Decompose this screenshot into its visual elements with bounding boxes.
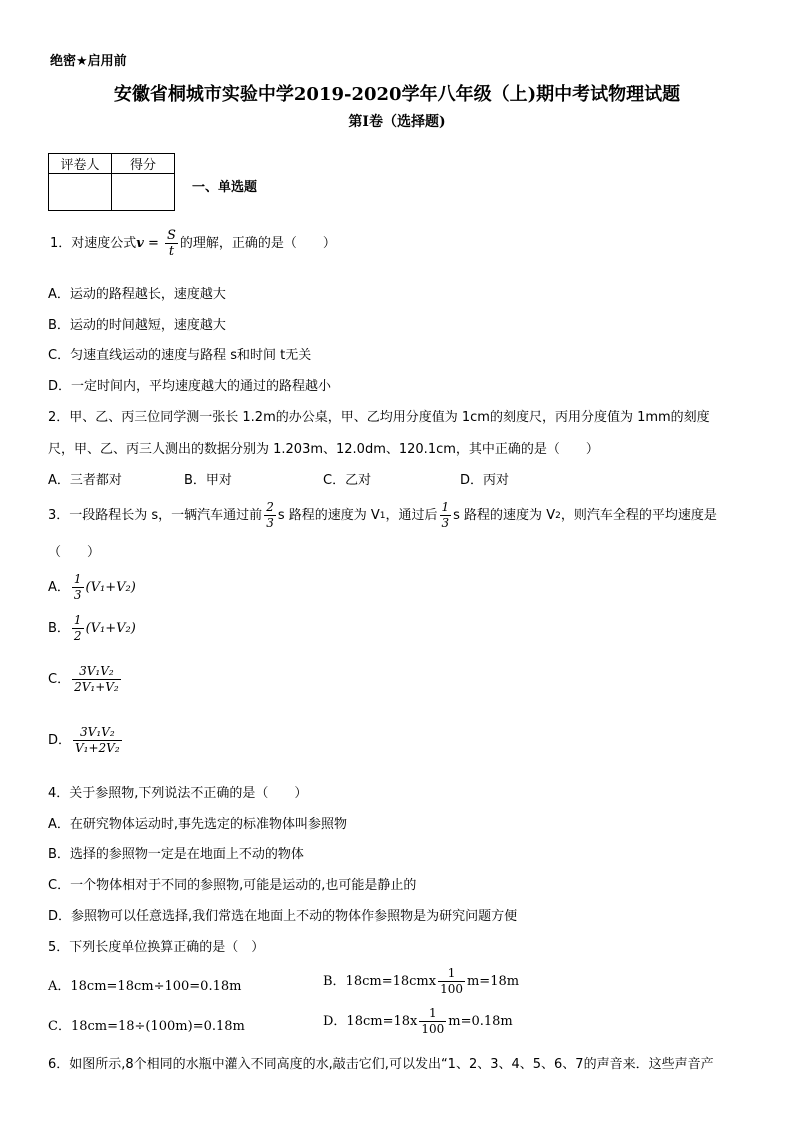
q1-fraction — [165, 228, 178, 259]
question-3-stem — [48, 500, 717, 531]
q5-d-num: 1 — [419, 1006, 446, 1022]
q3-c-fraction — [72, 664, 121, 695]
q5-option-c: C．18cm=18÷(100m)=0.18m — [48, 1019, 245, 1034]
q3-f1-num: 2 — [266, 500, 274, 514]
q3-a-fraction — [72, 572, 84, 603]
q5-option-a: A．18cm=18cm÷100=0.18m — [48, 979, 242, 994]
q3-c-den: 2V₁+V₂ — [74, 680, 119, 694]
q3-a-expr: (V₁+V₂) — [85, 579, 136, 595]
score-cell — [112, 174, 175, 211]
q3-b-expr: (V₁+V₂) — [85, 620, 136, 636]
q3-a-label: A． — [48, 579, 70, 595]
q5-option-d — [323, 1006, 513, 1037]
q3-d-den: V₁+2V₂ — [75, 741, 120, 755]
q5-b-num: 1 — [438, 966, 465, 982]
q4-option-c: C．一个物体相对于不同的参照物,可能是运动的,也可能是静止的 — [48, 878, 417, 893]
score-table — [48, 153, 175, 211]
confidential-mark: 绝密★启用前 — [50, 54, 127, 69]
question-2-line2: 尺，甲、乙、丙三人测出的数据分别为 1.203m、12.0dm、120.1cm，其中正确的是（ ） — [48, 442, 599, 457]
q3-b-fraction — [72, 613, 84, 644]
q3-f2-num: 1 — [441, 500, 450, 514]
q5-b-fraction — [438, 966, 465, 997]
q3-c-num: 3V₁V₂ — [72, 664, 121, 680]
q4-option-a: A．在研究物体运动时,事先选定的标准物体叫参照物 — [48, 817, 348, 832]
q3-c-label: C． — [48, 671, 71, 687]
q3-sub1: 1 — [379, 510, 386, 521]
q3-fraction-1 — [264, 500, 276, 531]
q2-option-a: A．三者都对 — [48, 473, 122, 488]
q3-d-fraction — [73, 725, 122, 756]
grader-header: 评卷人 — [49, 154, 112, 174]
q1-option-a: A．运动的路程越长，速度越大 — [48, 287, 226, 302]
q3-f2-den: 3 — [441, 516, 450, 530]
q3-d-num: 3V₁V₂ — [73, 725, 122, 741]
volume-title: 第I卷（选择题) — [348, 114, 446, 130]
q3-p3: ，通过后 — [385, 507, 438, 523]
question-4-stem: 4．关于参照物,下列说法不正确的是（ ） — [48, 786, 308, 801]
q2-option-c: C．乙对 — [323, 473, 372, 488]
q3-option-b — [48, 613, 136, 644]
q1-den: t — [168, 244, 175, 259]
question-6-line1: 6．如图所示,8个相同的水瓶中灌入不同高度的水,敲击它们,可以发出“1、2、3、4、5、6、7的声音来．这些声音产 — [48, 1057, 714, 1072]
q1-option-c: C．匀速直线运动的速度与路程 s和时间 t无关 — [48, 348, 312, 363]
grader-cell — [49, 174, 112, 211]
q5-b-post: m=18m — [466, 973, 520, 989]
q1-option-b: B．运动的时间越短，速度越大 — [48, 318, 226, 333]
q3-f1-den: 3 — [266, 516, 274, 530]
q5-b-pre: B．18cm=18cmx — [323, 973, 437, 989]
q3-b-num: 1 — [73, 613, 82, 627]
score-header: 得分 — [112, 154, 175, 174]
page-title: 安徽省桐城市实验中学2019-2020学年八年级（上)期中考试物理试题 — [113, 84, 681, 105]
q3-fraction-2 — [440, 500, 452, 531]
q1-v: v — [136, 235, 144, 251]
q3-p1: 3．一段路程长为 s，一辆汽车通过前 — [48, 507, 263, 523]
q3-p2: s 路程的速度为 V — [277, 507, 380, 523]
q3-d-label: D． — [48, 732, 72, 748]
q4-option-d: D．参照物可以任意选择,我们常选在地面上不动的物体作参照物是为研究问题方便 — [48, 909, 518, 924]
q3-p4: s 路程的速度为 V — [453, 507, 556, 523]
q2-option-d: D．丙对 — [460, 473, 510, 488]
q1-eq: = — [143, 235, 164, 251]
q3-sub2: 2 — [555, 510, 561, 521]
q4-option-b: B．选择的参照物一定是在地面上不动的物体 — [48, 847, 304, 862]
question-5-stem: 5．下列长度单位换算正确的是（ ） — [48, 940, 265, 955]
question-2-line1: 2．甲、乙、丙三位同学测一张长 1.2m的办公桌，甲、乙均用分度值为 1cm的刻度尺，丙用分度值为 1mm的刻度 — [48, 410, 710, 425]
q3-option-a — [48, 572, 136, 603]
q5-d-post: m=0.18m — [448, 1013, 513, 1029]
q5-d-den: 100 — [421, 1022, 445, 1036]
q3-b-den: 2 — [73, 629, 82, 643]
q5-d-fraction — [419, 1006, 446, 1037]
q3-p5: ，则汽车全程的平均速度是 — [560, 507, 717, 523]
q1-suffix: 的理解，正确的是（ ） — [179, 235, 336, 251]
q3-option-d — [48, 725, 124, 756]
question-3-line2: （ ） — [48, 545, 101, 560]
q2-option-b: B．甲对 — [184, 473, 232, 488]
section-heading: 一、单选题 — [192, 180, 258, 195]
q3-b-label: B． — [48, 620, 70, 636]
q5-d-pre: D．18cm=18x — [323, 1013, 418, 1029]
q1-option-d: D．一定时间内，平均速度越大的通过的路程越小 — [48, 379, 332, 394]
q3-a-num: 1 — [73, 572, 82, 586]
question-1-stem — [50, 228, 336, 259]
q1-prefix: 1．对速度公式 — [50, 235, 137, 251]
q1-num: S — [167, 228, 176, 243]
q3-option-c — [48, 664, 123, 695]
q5-b-den: 100 — [440, 982, 463, 996]
q3-a-den: 3 — [73, 588, 82, 602]
q5-option-b — [323, 966, 519, 997]
